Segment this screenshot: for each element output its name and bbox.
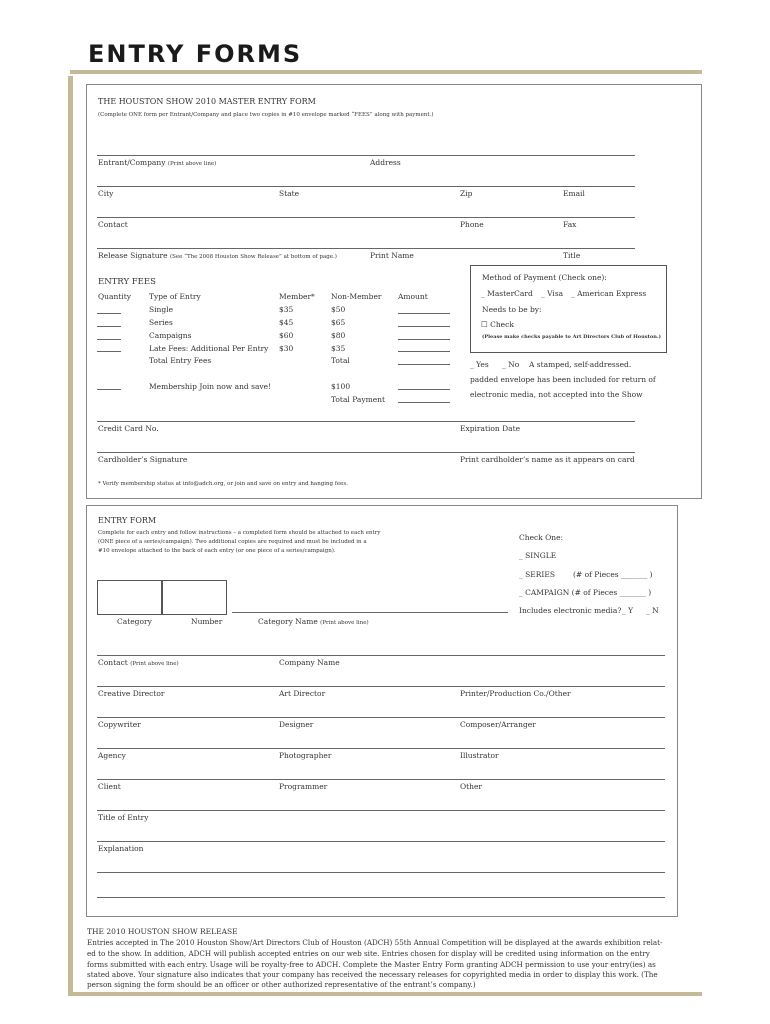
contact-line[interactable] xyxy=(97,217,635,218)
category-name-label: Category Name (Print above line) xyxy=(258,617,369,626)
zip-label: Zip xyxy=(460,189,473,198)
mastercard-option[interactable]: _ MasterCard xyxy=(481,289,533,298)
illustrator-label: Illustrator xyxy=(460,751,499,760)
title-of-entry-line[interactable] xyxy=(97,810,665,811)
entry-instruction-1: Complete for each entry and follow instructions – a completed form should be attached to each entry xyxy=(98,530,381,536)
total-label: Total xyxy=(331,356,350,365)
membership-label: Membership Join now and save! xyxy=(149,382,272,391)
fee-member: $30 xyxy=(279,344,294,353)
type-header: Type of Entry xyxy=(149,292,201,301)
amex-option[interactable]: _ American Express xyxy=(571,289,647,298)
programmer-label: Programmer xyxy=(279,782,328,791)
client-line[interactable] xyxy=(97,779,665,780)
explanation-line[interactable] xyxy=(97,897,665,898)
total-amount-blank[interactable] xyxy=(398,364,450,365)
state-label: State xyxy=(279,189,300,198)
photographer-label: Photographer xyxy=(279,751,332,760)
bottom-gold-rule xyxy=(68,992,702,996)
contact-label: Contact xyxy=(98,220,128,229)
amount-blank[interactable] xyxy=(398,313,450,314)
entry-instruction-3: #10 envelope attached to the back of each entry (or one piece of a series/campaign). xyxy=(98,548,336,554)
fee-type: Late Fees: Additional Per Entry xyxy=(149,344,269,353)
number-box[interactable] xyxy=(161,580,227,615)
fee-type: Campaigns xyxy=(149,331,192,340)
entrant-label: Entrant/Company (Print above line) xyxy=(98,158,217,167)
amount-blank[interactable] xyxy=(398,339,450,340)
verify-membership-note: * Verify membership status at info@adch.org, or join and save on entry and hanging fees. xyxy=(98,481,348,487)
series-option[interactable]: _ SERIES xyxy=(519,570,555,579)
fee-type: Single xyxy=(149,305,174,314)
left-gold-rule xyxy=(68,76,73,996)
release-line-2: ed to the show. In addition, ADCH will publish accepted entries on our web site. Entries chosen for display will be credited using information on the entry xyxy=(87,949,650,958)
electronic-no[interactable]: _ N xyxy=(646,606,659,615)
fee-nonmember: $50 xyxy=(331,305,346,314)
quantity-header: Quantity xyxy=(98,292,131,301)
expiration-label: Expiration Date xyxy=(460,424,521,433)
amount-blank[interactable] xyxy=(398,351,450,352)
page-title: ENTRY FORMS xyxy=(88,40,303,68)
title-label: Title xyxy=(563,251,581,260)
visa-option[interactable]: _ Visa xyxy=(541,289,564,298)
copywriter-label: Copywriter xyxy=(98,720,141,729)
release-line-5: person signing the form should be an officer or other authorized representative of the entrant’s company.) xyxy=(87,980,476,989)
cardholder-signature-label: Cardholder’s Signature xyxy=(98,455,188,464)
company-name-label: Company Name xyxy=(279,658,340,667)
quantity-blank[interactable] xyxy=(97,339,121,340)
total-entry-fees-label: Total Entry Fees xyxy=(149,356,212,365)
entry-instruction-2: (ONE piece of a series/campaign). Two additional copies are required and must be included in a xyxy=(98,539,367,545)
envelope-no[interactable]: _ No xyxy=(502,360,520,369)
entrant-line[interactable] xyxy=(97,155,635,156)
member-header: Member* xyxy=(279,292,315,301)
city-label: City xyxy=(98,189,114,198)
membership-amount-blank[interactable] xyxy=(398,389,450,390)
release-signature-line[interactable] xyxy=(97,248,635,249)
category-box[interactable] xyxy=(97,580,163,615)
designer-label: Designer xyxy=(279,720,314,729)
electronic-media-label: Includes electronic media? xyxy=(519,606,622,615)
master-heading: THE HOUSTON SHOW 2010 MASTER ENTRY FORM xyxy=(98,97,316,106)
printer-label: Printer/Production Co./Other xyxy=(460,689,571,698)
release-line-4: stated above. Your signature also indicates that your company has received the necessary releases for copyrighted media in order to display this work. (The xyxy=(87,970,658,979)
entry-form xyxy=(86,505,678,917)
electronic-yes[interactable]: _ Y xyxy=(622,606,634,615)
envelope-yes[interactable]: _ Yes xyxy=(470,360,489,369)
entry-fees-heading: ENTRY FEES xyxy=(98,277,156,287)
quantity-blank[interactable] xyxy=(97,326,121,327)
cardholder-name-label: Print cardholder’s name as it appears on card xyxy=(460,455,635,464)
other-label: Other xyxy=(460,782,483,791)
fee-member: $45 xyxy=(279,318,294,327)
title-of-entry-label: Title of Entry xyxy=(98,813,149,822)
creative-line[interactable] xyxy=(97,686,665,687)
check-payable-note: (Please make checks payable to Art Directors Club of Houston.) xyxy=(482,334,661,340)
contact-entry-line[interactable] xyxy=(97,655,665,656)
credit-card-line[interactable] xyxy=(97,421,635,422)
entry-form-heading: ENTRY FORM xyxy=(98,516,157,525)
needs-to-be-label: Needs to be by: xyxy=(482,305,542,314)
campaign-option[interactable]: _ CAMPAIGN (# of Pieces _______ ) xyxy=(519,588,652,597)
email-label: Email xyxy=(563,189,585,198)
address-label: Address xyxy=(370,158,401,167)
fee-type: Series xyxy=(149,318,173,327)
release-heading: THE 2010 HOUSTON SHOW RELEASE xyxy=(87,927,238,936)
agency-line[interactable] xyxy=(97,748,665,749)
copywriter-line[interactable] xyxy=(97,717,665,718)
category-label: Category xyxy=(117,617,152,626)
category-name-line[interactable] xyxy=(232,612,508,613)
explanation-top-line[interactable] xyxy=(97,841,665,842)
envelope-line-1: A stamped, self-addressed. xyxy=(529,360,632,369)
number-label: Number xyxy=(191,617,223,626)
client-label: Client xyxy=(98,782,121,791)
envelope-line-2: padded envelope has been included for return of xyxy=(470,375,656,384)
fee-member: $60 xyxy=(279,331,294,340)
agency-label: Agency xyxy=(98,751,126,760)
amount-blank[interactable] xyxy=(398,326,450,327)
payment-heading: Method of Payment (Check one): xyxy=(482,273,607,282)
fee-member: $35 xyxy=(279,305,294,314)
phone-label: Phone xyxy=(460,220,484,229)
fee-nonmember: $80 xyxy=(331,331,346,340)
total-payment-label: Total Payment xyxy=(331,395,386,404)
quantity-blank[interactable] xyxy=(97,313,121,314)
envelope-line-3: electronic media, not accepted into the Show xyxy=(470,390,643,399)
nonmember-header: Non-Member xyxy=(331,292,382,301)
single-option[interactable]: _ SINGLE xyxy=(519,551,557,560)
check-one-label: Check One: xyxy=(519,533,564,542)
check-option[interactable]: ☐ Check xyxy=(481,320,514,329)
fee-nonmember: $65 xyxy=(331,318,346,327)
release-line-3: forms submitted with each entry. Usage will be royalty-free to ADCH. Complete the Master Entry Form granting ADCH permission to use your entry(ies) as xyxy=(87,960,656,969)
top-gold-rule xyxy=(70,70,702,74)
credit-card-label: Credit Card No. xyxy=(98,424,159,433)
release-line-1: Entries accepted in The 2010 Houston Show/Art Directors Club of Houston (ADCH) 55th Annual Competition will be displayed at the awards exhibition relat- xyxy=(87,938,663,947)
amount-header: Amount xyxy=(398,292,428,301)
series-pieces: (# of Pieces _______ ) xyxy=(573,570,653,579)
membership-quantity-blank[interactable] xyxy=(97,389,121,390)
master-instruction: (Complete ONE form per Entrant/Company and place two copies in #10 envelope marked “FEES” along with payment.) xyxy=(98,112,434,118)
composer-label: Composer/Arranger xyxy=(460,720,536,729)
fax-label: Fax xyxy=(563,220,577,229)
explanation-line[interactable] xyxy=(97,872,665,873)
entry-contact-label: Contact (Print above line) xyxy=(98,658,179,667)
release-signature-label: Release Signature (See “The 2008 Houston Show Release” at bottom of page.) xyxy=(98,251,337,260)
city-line[interactable] xyxy=(97,186,635,187)
quantity-blank[interactable] xyxy=(97,351,121,352)
cardholder-signature-line[interactable] xyxy=(97,452,635,453)
explanation-label: Explanation xyxy=(98,844,144,853)
creative-director-label: Creative Director xyxy=(98,689,165,698)
fee-nonmember: $35 xyxy=(331,344,346,353)
membership-price: $100 xyxy=(331,382,351,391)
art-director-label: Art Director xyxy=(279,689,326,698)
print-name-label: Print Name xyxy=(370,251,414,260)
total-payment-blank[interactable] xyxy=(398,402,450,403)
